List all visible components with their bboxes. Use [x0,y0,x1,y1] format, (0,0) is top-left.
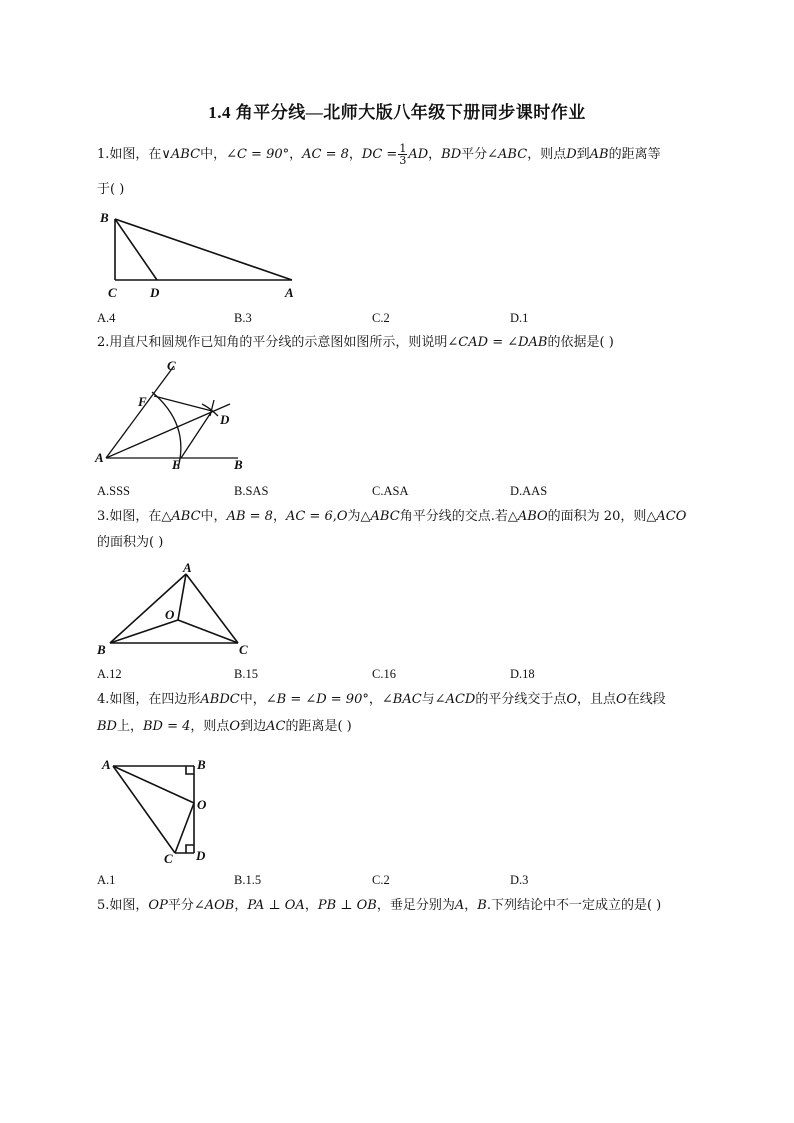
q3-math: △ABC [360,509,400,524]
q4-option-c[interactable]: C.2 [372,873,390,887]
q4-math: O [616,692,627,707]
question-2-text [97,333,614,353]
q3-label-B: B [97,642,106,657]
q3-math: AB = 8 [226,509,273,524]
question-3-figure [92,558,262,658]
q5-math: A [454,898,465,913]
question-3-text [97,507,686,527]
q3-text-part: 3.如图，在 [97,509,162,524]
q5-text-part: ， [234,898,248,913]
q1-text-part: 的距离等 [608,147,661,162]
q4-math: ∠ACD [434,692,476,707]
q1-text-part: ， [289,147,303,162]
q4-text-part: 的距离是( ) [285,719,352,734]
q4-math: BD [97,719,117,734]
q1-option-d[interactable]: D.1 [510,311,529,325]
question-1-text [97,143,661,166]
q1-math: ∠C = 90° [226,147,290,162]
q2-label-C: C [167,358,176,373]
q5-text-part: ，垂足分别为 [376,898,455,913]
q5-text-part: 5.如图， [97,898,149,913]
q5-text-part: 平分 [167,898,194,913]
q2-option-a[interactable]: A.SSS [97,484,131,498]
q1-math: AC = 8 [302,147,349,162]
q4-math: O [566,692,578,707]
q4-text-part: 中， [239,692,266,707]
q3-option-b[interactable]: B.15 [234,667,258,681]
q3-label-C: C [239,642,248,657]
q1-text-part: 平分 [461,147,488,162]
q3-math: O [336,509,348,524]
q2-label-E: E [172,457,181,472]
q5-math: OP [148,898,168,913]
q4-math: ∠BAC [381,692,422,707]
q4-math: AC [266,719,286,734]
question-1-figure [95,205,310,300]
q4-text-part: 4.如图，在四边形 [97,692,201,707]
question-1-line-2: 于( ) [97,182,125,197]
q4-math: ABDC [200,692,240,707]
q3-text-part: , [332,509,337,524]
q4-math: BD = 4 [143,719,191,734]
question-4-figure [95,752,225,867]
question-5-text [97,896,661,916]
question-3-line-2: 的面积为( ) [97,535,164,550]
q5-math: B [477,898,487,913]
q3-math: △ACO [646,509,687,524]
q1-option-b[interactable]: B.3 [234,311,252,325]
q1-label-C: C [108,285,117,300]
q3-text-part: 角平分线的交点.若 [399,509,508,524]
q3-math: AC = 6 [285,509,333,524]
q4-label-C: C [164,851,173,866]
q4-option-a[interactable]: A.1 [97,873,116,887]
question-2-figure [92,358,262,476]
q2-option-d[interactable]: D.AAS [510,484,548,498]
q4-label-B: B [197,757,206,772]
q2-option-b[interactable]: B.SAS [234,484,269,498]
q4-text-part: 在线段 [626,692,666,707]
q3-text-part: 为 [347,509,361,524]
q3-math: △ABC [161,509,201,524]
q2-label-B: B [234,457,243,472]
q1-text-part: 中， [200,147,227,162]
q1-text-part: 到 [576,147,590,162]
q3-label-A: A [183,560,192,575]
q1-option-a[interactable]: A.4 [97,311,116,325]
q1-math: AD [408,147,429,162]
q4-label-O: O [197,797,207,812]
q3-option-d[interactable]: D.18 [510,667,535,681]
q4-text-part: 的平分线交于点 [475,692,567,707]
q5-math: PA ⊥ OA [247,898,305,913]
q4-text-part: 与 [421,692,435,707]
q5-text-part: ， [304,898,318,913]
q5-math: ∠AOB [193,898,235,913]
q1-label-D: D [150,285,160,300]
q3-option-a[interactable]: A.12 [97,667,122,681]
fraction-denominator: 3 [399,154,407,167]
question-4-text [97,690,666,710]
q5-text-part: ， [464,898,478,913]
q4-text-part: 到边 [240,719,267,734]
q1-text-part: 1.如图，在 [97,147,162,162]
page-title: 1.4 角平分线—北师大版八年级下册同步课时作业 [208,103,586,122]
q3-label-O: O [165,607,175,622]
fraction [398,143,407,166]
q5-text-part: .下列结论中不一定成立的是( ) [486,898,662,913]
q3-text-part: 的面积为 20，则 [547,509,647,524]
q4-math: ∠B = ∠D = 90° [265,692,369,707]
q2-label-D: D [220,412,230,427]
q3-math: △ABO [507,509,548,524]
q1-option-c[interactable]: C.2 [372,311,390,325]
q3-text-part: ， [272,509,286,524]
q2-text-part: 的依据是( ) [547,335,614,350]
q2-label-F: F [138,394,147,409]
q4-text-part: ， [368,692,382,707]
q1-text-part: ， [428,147,442,162]
q4-label-D: D [196,848,206,863]
q5-math: PB ⊥ OB [317,898,377,913]
q1-label-B: B [100,210,109,225]
q1-text-part: ， [348,147,362,162]
q2-option-c[interactable]: C.ASA [372,484,409,498]
q2-label-A: A [95,450,104,465]
q4-math: O [229,719,241,734]
q4-option-b[interactable]: B.1.5 [234,873,262,887]
q2-math: ∠CAD = ∠DAB [447,335,548,350]
question-4-line-2 [97,717,352,737]
q1-math: ∨ABC [161,147,201,162]
q1-math: DC = [361,147,398,162]
q4-text-part: ，则点 [190,719,230,734]
fraction-numerator: 1 [399,142,407,155]
q4-option-d[interactable]: D.3 [510,873,529,887]
q4-text-part: 上， [116,719,143,734]
q1-math: AB [589,147,609,162]
q1-text-part: ，则点 [527,147,567,162]
q4-text-part: ，且点 [577,692,617,707]
q2-text-part: 2.用直尺和圆规作已知角的平分线的示意图如图所示，则说明 [97,335,448,350]
q1-math: ∠ABC [487,147,528,162]
q1-math: D [566,147,577,162]
q3-option-c[interactable]: C.16 [372,667,396,681]
q3-text-part: 中， [200,509,227,524]
q1-label-A: A [285,285,294,300]
q4-label-A: A [102,757,111,772]
q1-math: BD [441,147,462,162]
